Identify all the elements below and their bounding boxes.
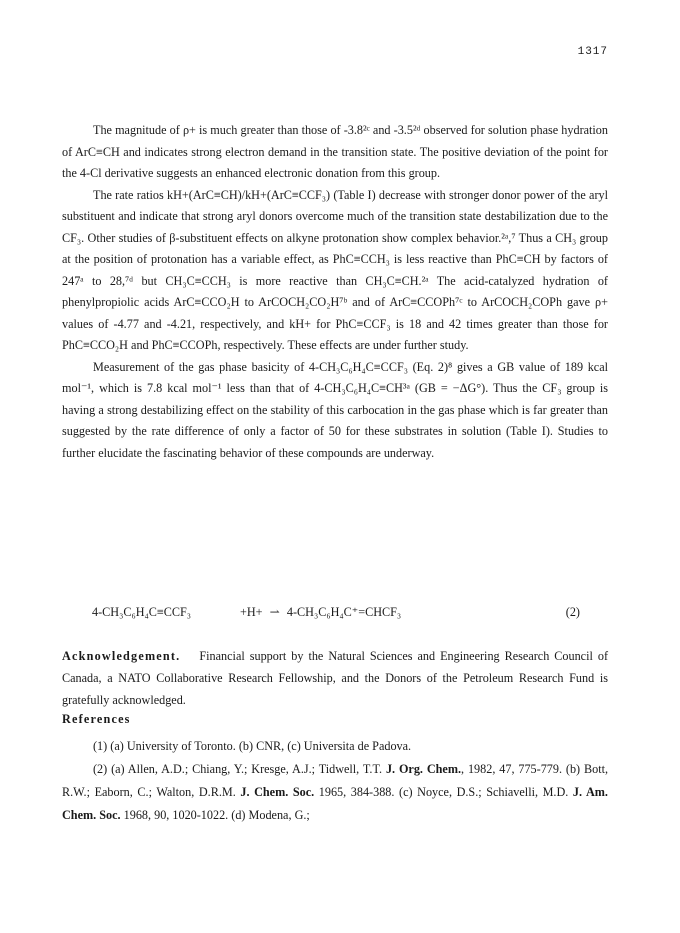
- references-list: [62, 735, 608, 827]
- reference-2-journal-1: J. Org. Chem.: [385, 762, 462, 776]
- equation-2: [62, 605, 608, 627]
- body-text: [62, 120, 608, 464]
- paragraph-rate-ratios: The rate ratios kH+(ArC≡CH)/kH+(ArC≡CCF₃) (Table I) decrease with stronger donor power of the aryl substituent and indicate that strong aryl donors overcome much of the transition state destabilization due to the CF₃. Other studies of β-substituent effects on alkyne protonation show complex behavior.²ᵃ,⁷ Thus a CH₃ group at the position of protonation has a variable effect, as PhC≡CCH₃ is less reactive than PhC≡CH by factors of 247ᵃ to 28,⁷ᵈ but CH₃C≡CCH₃ is more reactive than CH₃C≡CH.²ᵃ The acid-catalyzed hydration of phenylpropiolic acids ArC≡CCO₂H to ArCOCH₂CO₂H⁷ᵇ and of ArC≡CCOPh⁷ᶜ to ArCOCH₂COPh gave ρ+ values of -4.77 and -4.21, respectively, and kH+ for PhC≡CCF₃ is 18 and 42 times greater than those for PhC≡CCO₂H and PhC≡CCOPh, respectively. These effects are under further study.: [62, 187, 608, 352]
- reference-2-part-1: (2) (a) Allen, A.D.; Chiang, Y.; Kresge, A.J.; Tidwell, T.T.: [93, 762, 386, 776]
- equation-reactant: 4-CH₃C₆H₄C≡CCF₃: [92, 605, 192, 619]
- equilibrium-arrow-icon: ⇀: [269, 605, 280, 619]
- acknowledgement-text: Financial support by the Natural Sciences and Engineering Research Council of Canada, a NATO Collaborative Research Fellowship, and the Donors of the Petroleum Research Fund is gratefully acknowledged.: [62, 649, 609, 707]
- paragraph-gas-phase-basicity: Measurement of the gas phase basicity of 4-CH₃C₆H₄C≡CCF₃ (Eq. 2)⁸ gives a GB value of 189 kcal mol⁻¹, which is 7.8 kcal mol⁻¹ less than that of 4-CH₃C₆H₄C≡CH³ᵃ (GB = −ΔG°). Thus the CF₃ group is having a strong destabilizing effect on the stability of this carbocation in the gas phase which is far greater than suggested by the rate difference of only a factor of 50 for these substrates in solution (Table I). Studies to further elucidate the fascinating behavior of these compounds are underway.: [62, 359, 608, 460]
- reference-2-part-3: 1965, 384-388. (c) Noyce, D.S.; Schiavelli, M.D.: [314, 785, 573, 799]
- acknowledgement-heading: Acknowledgement.: [62, 649, 181, 663]
- references-heading: References: [62, 712, 131, 726]
- equation-product: 4-CH₃C₆H₄C⁺=CHCF₃: [286, 605, 402, 619]
- acknowledgement-section: [62, 645, 608, 711]
- equation-reagent: +H+: [240, 605, 263, 619]
- reference-2-part-4: 1968, 90, 1020-1022. (d) Modena, G.;: [120, 808, 310, 822]
- equation-right-side: [240, 605, 401, 620]
- reference-2-journal-3: J. Am. Chem. Soc.: [62, 785, 608, 822]
- equation-number: (2): [565, 605, 580, 619]
- reference-2-journal-2: J. Chem. Soc.: [240, 785, 315, 799]
- reference-1: (1) (a) University of Toronto. (b) CNR, (c) Universita de Padova.: [93, 739, 412, 753]
- reference-2-part-2: , 1982, 47, 775-779. (b) Bott, R.W.; Eaborn, C.; Walton, D.R.M.: [62, 762, 609, 799]
- page-number: 1317: [577, 46, 608, 58]
- reference-2: [62, 758, 608, 827]
- paragraph-rho-magnitude: The magnitude of ρ+ is much greater than those of -3.8²ᶜ and -3.5²ᵈ observed for solution phase hydration of ArC≡CH and indicates strong electron demand in the transition state. The positive deviation of the point for the 4-Cl derivative suggests an enhanced electronic donation from this group.: [62, 123, 608, 180]
